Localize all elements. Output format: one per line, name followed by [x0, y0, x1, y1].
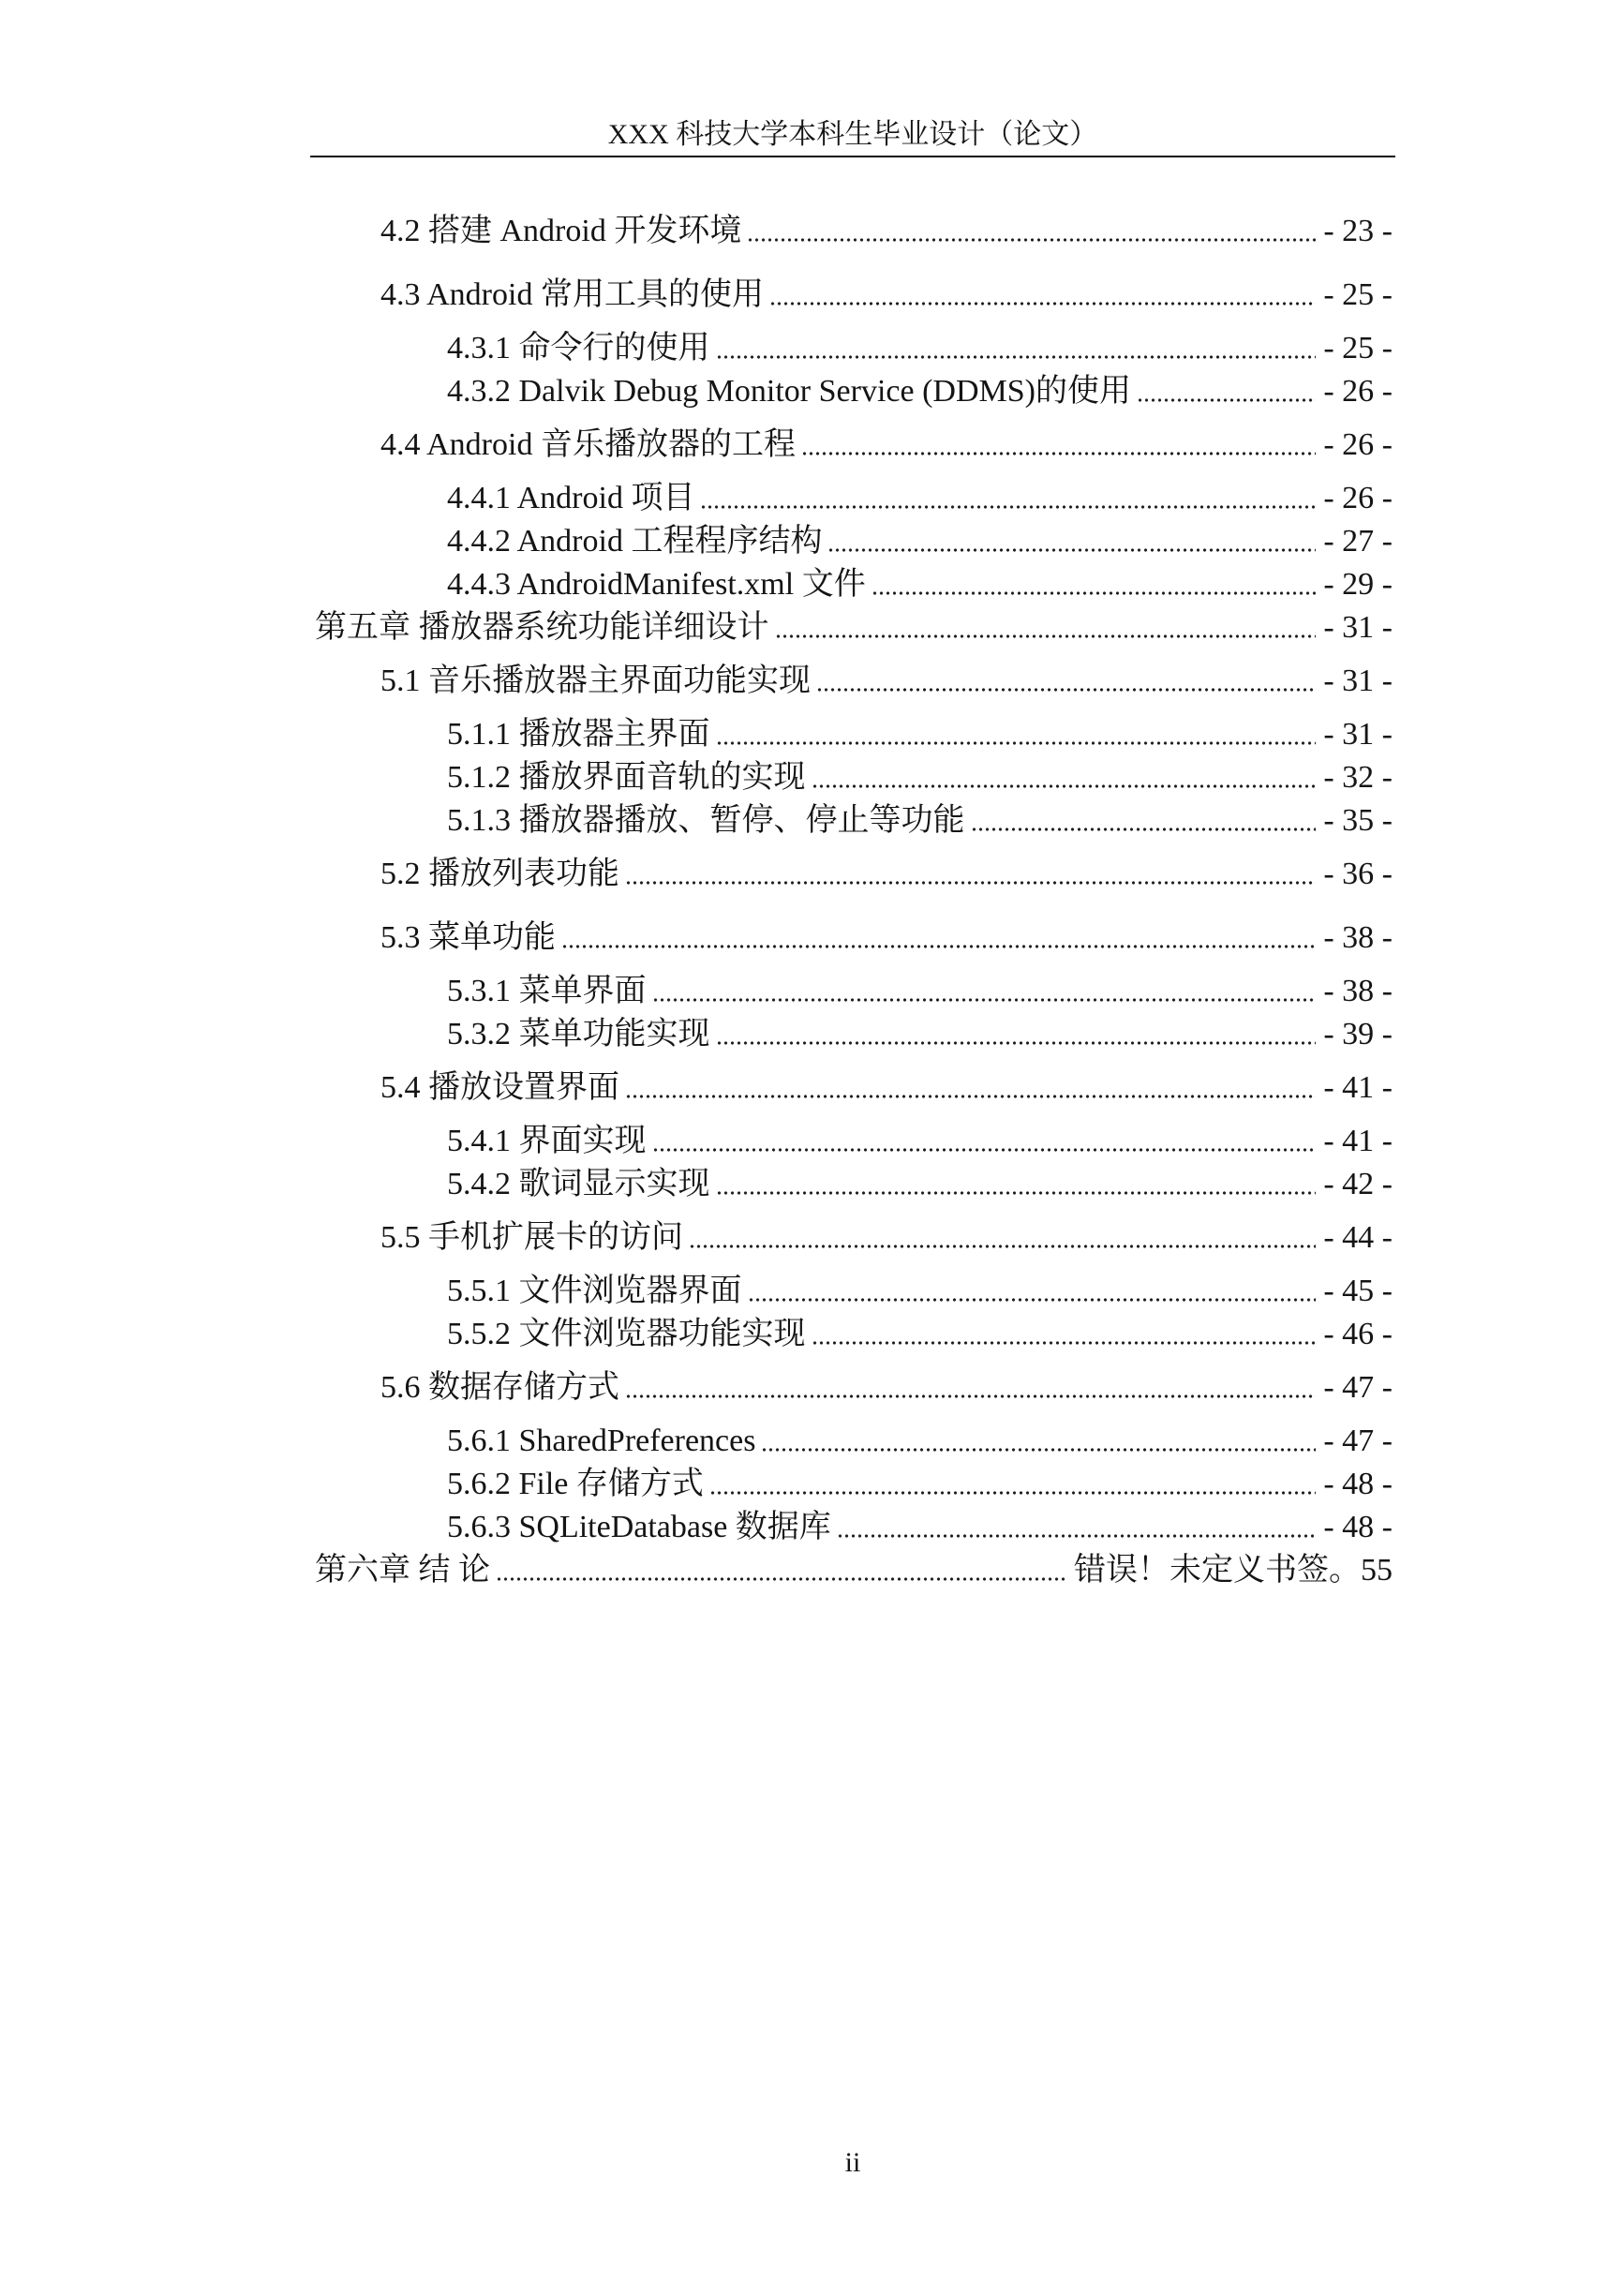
dot-leader	[747, 210, 1316, 253]
toc-entry	[310, 970, 1393, 1013]
toc-entry-page: - 31 -	[1323, 610, 1393, 645]
toc-entry-page: - 25 -	[1323, 277, 1393, 312]
toc-entry-page: - 26 -	[1323, 427, 1393, 462]
dot-leader	[816, 660, 1316, 703]
dot-leader	[716, 1013, 1317, 1056]
dot-leader	[827, 520, 1316, 563]
dot-leader	[652, 970, 1317, 1013]
toc-entry	[310, 1066, 1393, 1110]
toc-entry-page: - 42 -	[1323, 1167, 1393, 1201]
dot-leader	[761, 1420, 1316, 1463]
toc-entry-page: - 48 -	[1323, 1467, 1393, 1501]
toc-entry-title: 4.3.1 命令行的使用	[447, 331, 710, 365]
toc-entry-title: 第五章 播放器系统功能详细设计	[315, 610, 769, 645]
dot-leader	[837, 1506, 1317, 1549]
dot-leader	[709, 1463, 1316, 1506]
toc-entry-page: - 36 -	[1323, 857, 1393, 891]
dot-leader	[700, 477, 1316, 520]
dot-leader	[561, 917, 1316, 960]
toc-entry	[310, 424, 1393, 467]
toc-list	[310, 200, 1393, 1592]
dot-leader	[748, 1270, 1317, 1313]
toc-entry-title: 5.5.1 文件浏览器界面	[447, 1274, 742, 1308]
dot-leader	[716, 327, 1317, 370]
toc-entry	[310, 606, 1393, 649]
toc-entry-title: 5.6.1 SharedPreferences	[447, 1424, 756, 1458]
toc-entry	[310, 713, 1393, 756]
toc-entry-title: 5.3 菜单功能	[380, 920, 556, 955]
toc-entry-title: 5.4.2 歌词显示实现	[447, 1167, 710, 1201]
toc-entry-title: 4.4 Android 音乐播放器的工程	[380, 427, 796, 462]
toc-entry	[310, 1270, 1393, 1313]
toc-entry-page: - 48 -	[1323, 1510, 1393, 1544]
dot-leader	[689, 1216, 1316, 1260]
dot-leader	[775, 606, 1317, 649]
toc-entry-page: - 41 -	[1323, 1124, 1393, 1158]
toc-entry-page: - 38 -	[1323, 974, 1393, 1008]
toc-entry-page: - 35 -	[1323, 803, 1393, 838]
toc-entry-page: - 39 -	[1323, 1017, 1393, 1051]
toc-entry-page: - 31 -	[1323, 663, 1393, 698]
dot-leader	[625, 1366, 1316, 1409]
toc-entry-title: 5.3.2 菜单功能实现	[447, 1017, 710, 1051]
dot-leader	[625, 1066, 1316, 1110]
toc-entry-page: - 38 -	[1323, 920, 1393, 955]
toc-entry	[310, 210, 1393, 253]
toc-entry-title: 5.4.1 界面实现	[447, 1124, 647, 1158]
toc-entry	[310, 660, 1393, 703]
toc-entry	[310, 853, 1393, 896]
dot-leader	[496, 1549, 1066, 1592]
toc-entry	[310, 477, 1393, 520]
dot-leader	[812, 1313, 1317, 1356]
dot-leader	[716, 713, 1317, 756]
dot-leader	[812, 756, 1317, 799]
toc-entry-page: - 46 -	[1323, 1317, 1393, 1351]
toc-entry	[310, 1120, 1393, 1163]
toc-entry-title: 5.5 手机扩展卡的访问	[380, 1220, 683, 1255]
toc-entry-page: - 47 -	[1323, 1424, 1393, 1458]
toc-entry	[310, 1366, 1393, 1409]
toc-entry	[310, 1420, 1393, 1463]
dot-leader	[716, 1163, 1317, 1206]
dot-leader	[769, 274, 1316, 317]
toc-entry-page: - 45 -	[1323, 1274, 1393, 1308]
toc-entry-page: - 26 -	[1323, 481, 1393, 515]
toc-entry-title: 5.1.3 播放器播放、暂停、停止等功能	[447, 803, 965, 838]
toc-entry	[310, 370, 1393, 413]
toc-entry-title: 5.3.1 菜单界面	[447, 974, 647, 1008]
toc-entry-title: 5.1 音乐播放器主界面功能实现	[380, 663, 811, 698]
toc-entry	[310, 1163, 1393, 1206]
dot-leader	[652, 1120, 1317, 1163]
toc-entry-title: 5.4 播放设置界面	[380, 1070, 619, 1105]
toc-entry-title: 5.5.2 文件浏览器功能实现	[447, 1317, 806, 1351]
toc-entry	[310, 1506, 1393, 1549]
toc-entry-page: - 29 -	[1323, 567, 1393, 602]
toc-entry	[310, 1463, 1393, 1506]
toc-entry	[310, 1013, 1393, 1056]
toc-entry	[310, 756, 1393, 799]
toc-entry-page: 错误！未定义书签。55	[1074, 1553, 1393, 1588]
toc-entry	[310, 327, 1393, 370]
toc-entry-page: - 23 -	[1323, 214, 1393, 248]
toc-entry-title: 4.4.2 Android 工程程序结构	[447, 524, 823, 559]
toc-entry-page: - 26 -	[1323, 374, 1393, 409]
toc-entry-title: 5.6.3 SQLiteDatabase 数据库	[447, 1510, 831, 1544]
dot-leader	[1137, 370, 1316, 413]
toc-entry	[310, 799, 1393, 842]
toc-entry-title: 第六章 结 论	[315, 1553, 490, 1588]
header-rule	[310, 156, 1395, 157]
toc-entry-page: - 32 -	[1323, 760, 1393, 795]
dot-leader	[801, 424, 1316, 467]
dot-leader	[872, 563, 1317, 606]
toc-entry-page: - 31 -	[1323, 717, 1393, 752]
dot-leader	[625, 853, 1316, 896]
toc-entry	[310, 1313, 1393, 1356]
toc-entry-title: 4.3.2 Dalvik Debug Monitor Service (DDMS)的使用	[447, 374, 1131, 409]
toc-entry-title: 4.2 搭建 Android 开发环境	[380, 214, 742, 248]
toc-entry-title: 4.3 Android 常用工具的使用	[380, 277, 764, 312]
toc-entry-title: 4.4.3 AndroidManifest.xml 文件	[447, 567, 866, 602]
toc-entry	[310, 274, 1393, 317]
dot-leader	[971, 799, 1317, 842]
footer-page-number: ii	[844, 2147, 861, 2178]
toc-entry-page: - 41 -	[1323, 1070, 1393, 1105]
running-header-title: XXX 科技大学本科生毕业设计（论文）	[607, 119, 1098, 150]
toc-entry	[310, 563, 1393, 606]
toc-entry-title: 5.1.2 播放界面音轨的实现	[447, 760, 806, 795]
toc-entry	[310, 520, 1393, 563]
toc-entry-title: 5.6 数据存储方式	[380, 1370, 619, 1405]
toc-entry	[310, 1549, 1393, 1592]
toc-entry-title: 5.2 播放列表功能	[380, 857, 619, 891]
toc-entry-page: - 47 -	[1323, 1370, 1393, 1405]
toc-entry-page: - 44 -	[1323, 1220, 1393, 1255]
toc-entry-title: 5.6.2 File 存储方式	[447, 1467, 704, 1501]
toc-entry-page: - 25 -	[1323, 331, 1393, 365]
toc-entry-title: 5.1.1 播放器主界面	[447, 717, 710, 752]
toc-entry-title: 4.4.1 Android 项目	[447, 481, 695, 515]
toc-entry	[310, 917, 1393, 960]
toc-entry	[310, 1216, 1393, 1260]
toc-entry-page: - 27 -	[1323, 524, 1393, 559]
